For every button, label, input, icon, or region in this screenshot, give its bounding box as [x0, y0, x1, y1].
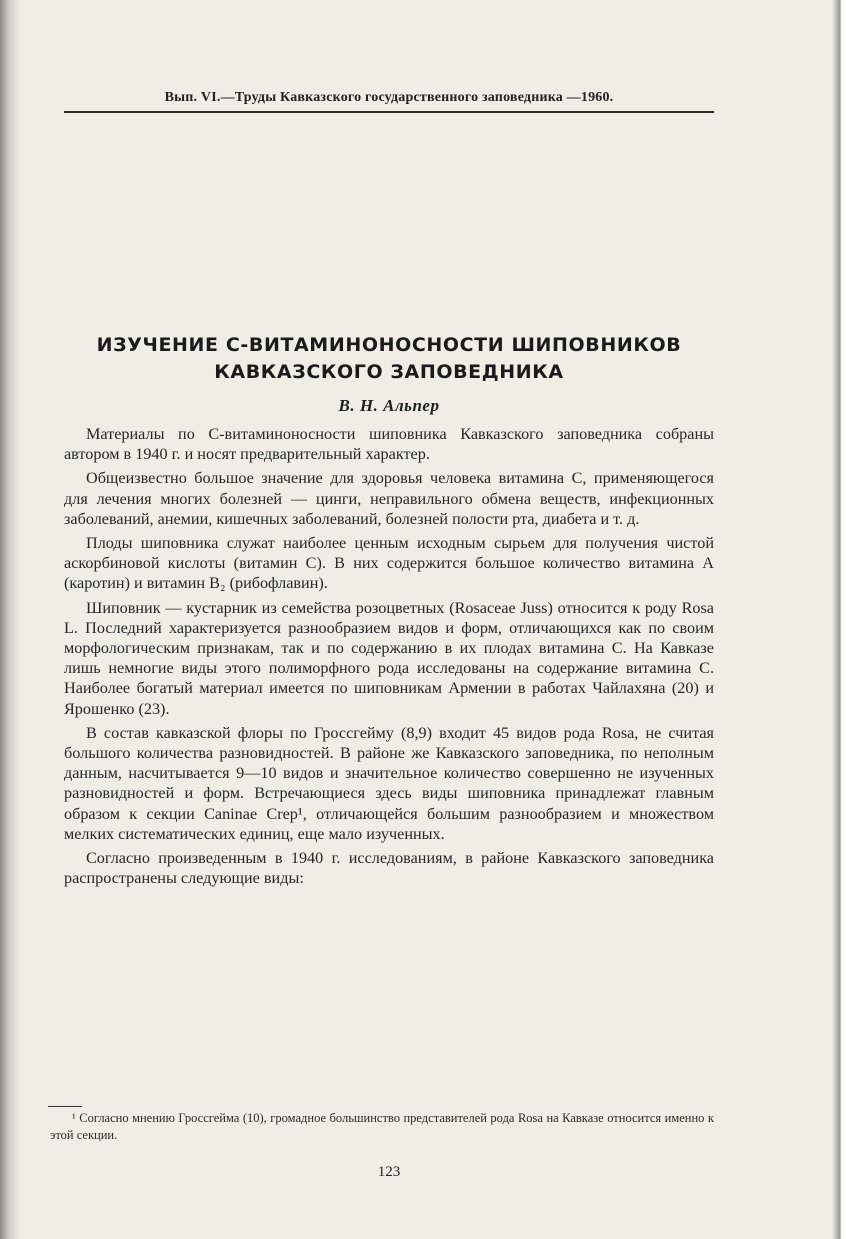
page-number: 123: [377, 1164, 401, 1180]
paragraph: Материалы по С-витаминоносности шиповника Кавказского заповедника собраны автором в 1940 г. и носят предварительный характер.: [64, 425, 714, 464]
paragraph: Плоды шиповника служат наиболее ценным исходным сырьем для получения чистой аскорбиновой кислоты (витамин С). В них содержится большое количество витамина А (каротин) и витамин В₂ (рибофлавин).: [64, 534, 714, 593]
article-title-line-2: КАВКАЗСКОГО ЗАПОВЕДНИКА: [214, 361, 564, 383]
article-title: [64, 332, 714, 386]
article-body: [64, 424, 714, 892]
paragraph: В состав кавказской флоры по Гроссгейму (8,9) входит 45 видов рода Rosa, не считая большого количества разновидностей. В районе же Кавказского заповедника, по неполным данным, насчитывается 9—10 видов и значительное количество совершенно не изученных разновидностей и форм. Встречающиеся здесь виды шиповника принадлежат главным образом к секции Caninae Crep¹, отличающейся большим разнообразием и множеством мелких систематических единиц, еще мало изученных.: [64, 723, 714, 843]
paragraph: Согласно произведенным в 1940 г. исследованиям, в районе Кавказского заповедника распространены следующие виды:: [64, 849, 714, 888]
paragraph: Общеизвестно большое значение для здоровья человека витамина С, применяющегося для лечения многих болезней — цинги, неправильного обмена веществ, инфекционных заболеваний, анемии, кишечных заболеваний, болезней полости рта, диабета и т. д.: [64, 469, 714, 528]
page-left-shadow: [0, 0, 20, 1239]
article-author: В. Н. Альпер: [338, 396, 440, 415]
paragraph: Шиповник — кустарник из семейства розоцветных (Rosaceae Juss) относится к роду Rosa L. Последний характеризуется разнообразием видов и форм, отличающихся как по своим морфологическим признакам, так и по содержанию в их плодах витамина С. На Кавказе лишь немногие виды этого полиморфного рода исследованы на содержание витамина С. Наиболее богатый материал имеется по шиповникам Армении в работах Чайлахяна (20) и Ярошенко (23).: [64, 598, 714, 718]
footnote: ¹ Согласно мнению Гроссгейма (10), громадное большинство представителей рода Rosa на Кавказе относится именно к этой секции.: [50, 1111, 714, 1142]
running-head: Вып. VI.—Труды Кавказского государственного заповедника —1960.: [164, 90, 614, 105]
footnote-rule: [48, 1106, 82, 1107]
page-right-edge: [832, 0, 846, 1239]
article-title-line-1: ИЗУЧЕНИЕ С-ВИТАМИНОНОСНОСТИ ШИПОВНИКОВ: [96, 334, 682, 356]
header-rule: [64, 111, 714, 113]
